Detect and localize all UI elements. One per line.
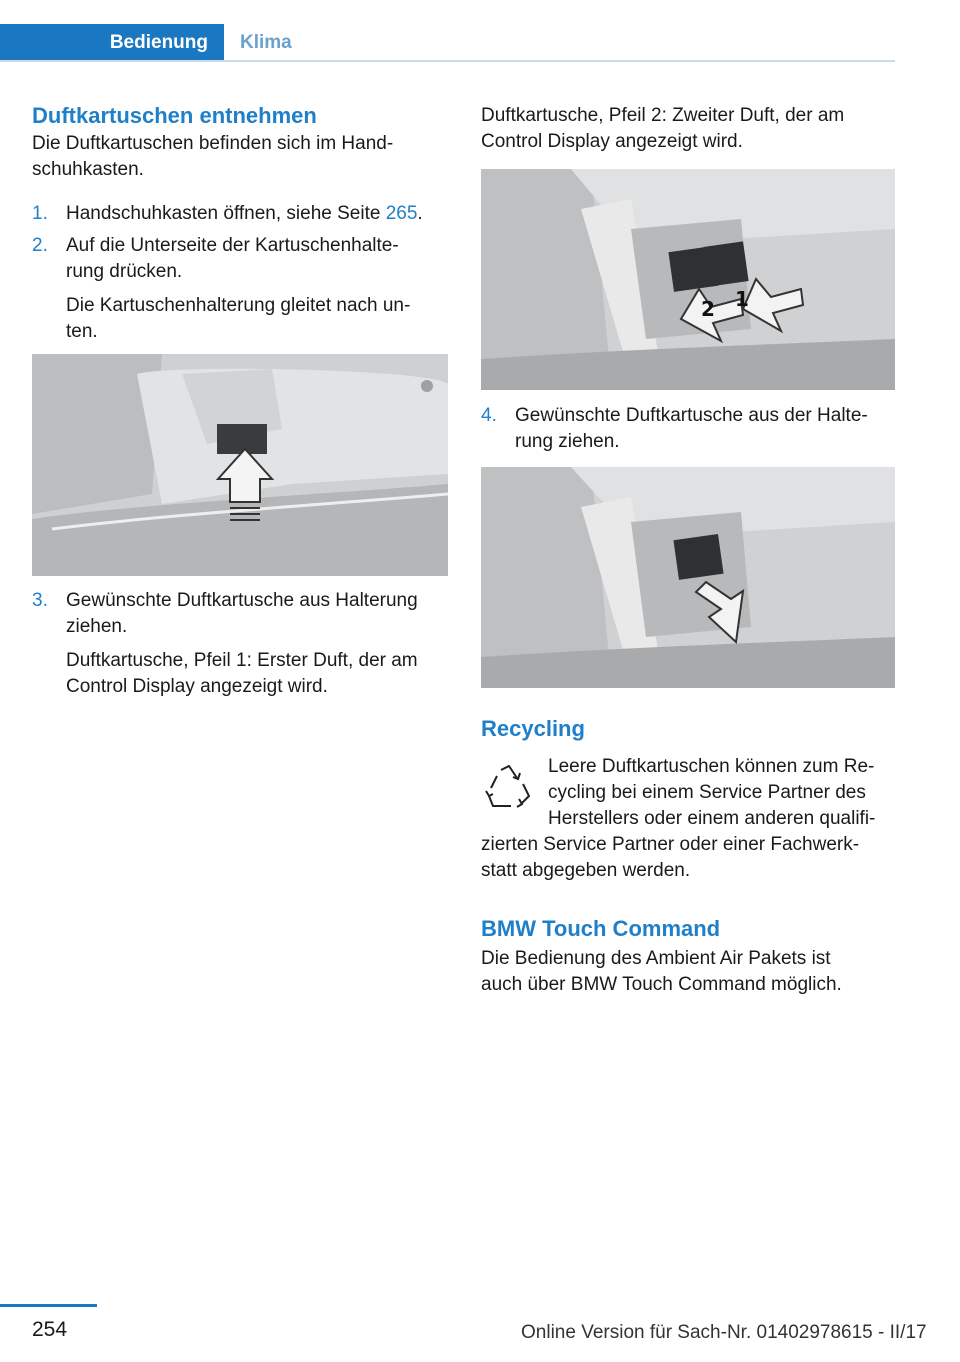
recycling-text-indented: Leere Duftkartuschen können zum Re- cycling bei einem Service Partner des Herstellers oder einem anderen qualifi- <box>548 756 876 829</box>
recycling-icon <box>483 762 533 812</box>
pull-cartridge-illustration <box>481 467 895 688</box>
cartridges-illustration <box>481 169 895 390</box>
step-2: 2. Auf die Unterseite der Kartuschenhalte- rung drücken. Die Kartuschenhalterung gleitet nach un- ten. <box>32 235 411 342</box>
tab-bedienung[interactable]: Bedienung <box>0 24 224 62</box>
recycling-text-full: zierten Service Partner oder einer Fachwerk- statt abgegeben werden. <box>481 834 860 881</box>
photo-label-1: 1 <box>735 287 749 311</box>
step-1: 1. Handschuhkasten öffnen, siehe Seite 265. <box>32 203 423 224</box>
step-4-block <box>481 403 895 455</box>
photo-label-2: 2 <box>701 297 715 321</box>
step-4: 4. Gewünschte Duftkartusche aus der Halte- rung ziehen. <box>481 405 868 452</box>
photo-glovebox-cartridge-holder <box>32 354 448 576</box>
heading-duftkartuschen-entnehmen: Duftkartuschen entnehmen <box>32 103 317 128</box>
pfeil-2-note: Duftkartusche, Pfeil 2: Zweiter Duft, der am Control Display angezeigt wird. <box>481 105 845 152</box>
footer-rule <box>0 1304 97 1307</box>
tab-klima[interactable]: Klima <box>240 32 292 53</box>
tab-underline <box>0 60 895 62</box>
page-link-265[interactable]: 265 <box>385 203 418 224</box>
heading-recycling: Recycling <box>481 716 585 741</box>
footer-online-version: Online Version für Sach-Nr. 01402978615 - II/17 <box>521 1322 927 1343</box>
left-column <box>32 103 448 345</box>
recycling-section <box>481 716 895 884</box>
intro-text: Die Duftkartuschen befinden sich im Hand- schuhkasten. <box>32 133 394 180</box>
touch-command-section <box>481 916 895 998</box>
glovebox-illustration <box>32 354 448 576</box>
touch-command-text: Die Bedienung des Ambient Air Pakets ist auch über BMW Touch Command möglich. <box>481 948 842 995</box>
step-3: 3. Gewünschte Duftkartusche aus Halterung ziehen. Duftkartusche, Pfeil 1: Erster Duft, der am Control Display angezeigt wird. <box>32 590 418 697</box>
step-3-block <box>32 588 448 700</box>
chapter-tabs <box>0 24 895 62</box>
photo-pull-cartridge <box>481 467 895 688</box>
heading-bmw-touch-command: BMW Touch Command <box>481 916 721 941</box>
right-column-top <box>481 103 895 155</box>
photo-two-cartridges-arrows <box>481 169 895 390</box>
page-number: 254 <box>32 1318 68 1341</box>
